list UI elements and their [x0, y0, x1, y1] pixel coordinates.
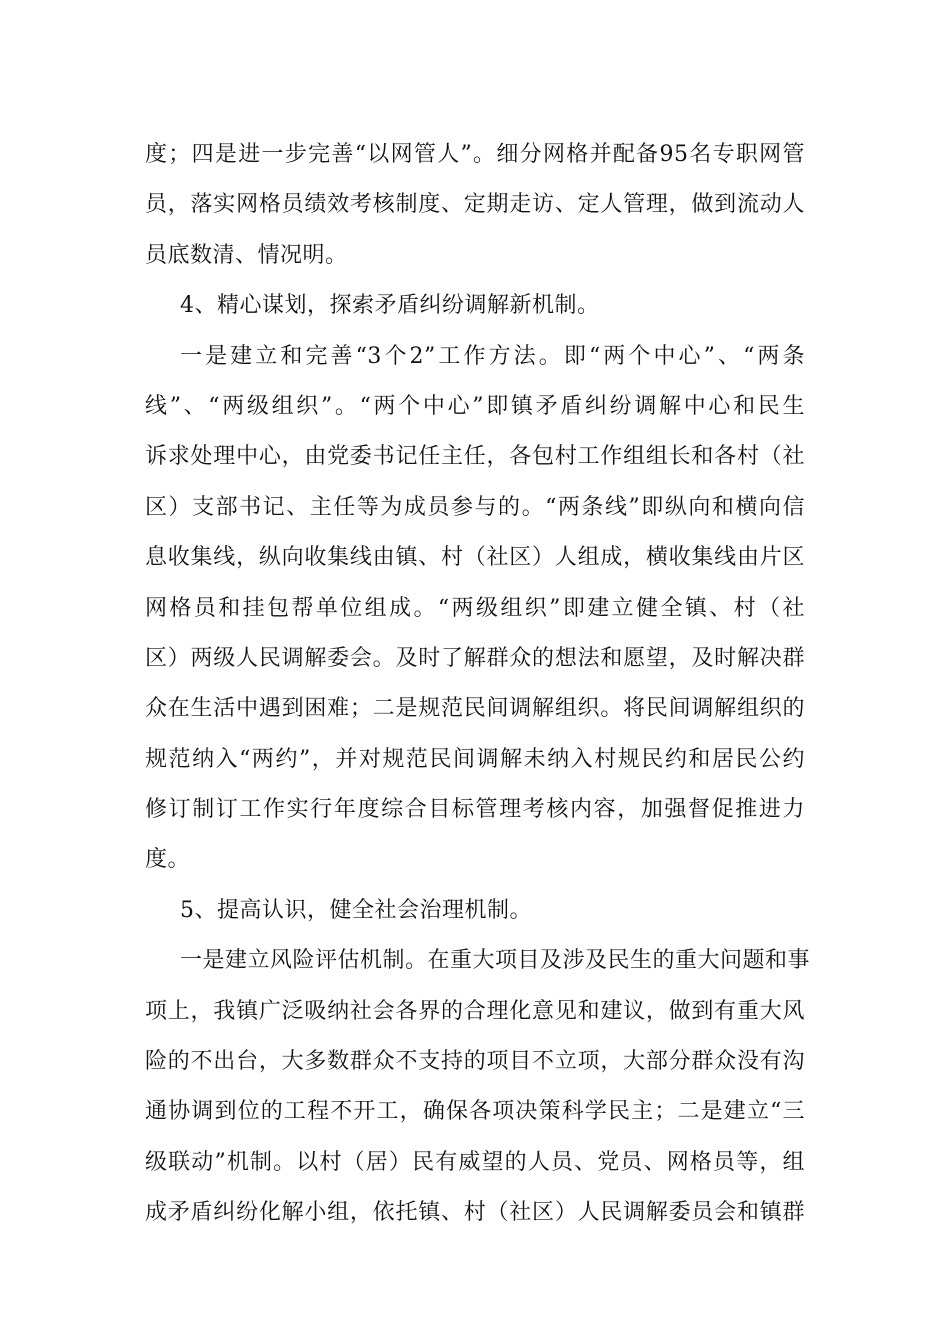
- text-line: 区）两级人民调解委会。及时了解群众的想法和愿望，及时解决群: [145, 645, 805, 671]
- text-line: 区）支部书记、主任等为成员参与的。“两条线”即纵向和横向信: [145, 494, 805, 520]
- text-line: 规范纳入“两约”，并对规范民间调解未纳入村规民约和居民公约: [145, 746, 805, 772]
- text-line: 度。: [145, 847, 191, 873]
- text-line: 众在生活中遇到困难；二是规范民间调解组织。将民间调解组织的: [145, 696, 805, 722]
- text-line: 项上，我镇广泛吸纳社会各界的合理化意见和建议，做到有重大风: [145, 998, 805, 1024]
- paragraph-mediation-mechanism: [145, 332, 805, 886]
- text-line: 一是建立和完善“3个2”工作方法。即“两个中心”、“两条: [180, 343, 805, 369]
- text-line: 度；四是进一步完善“以网管人”。细分网格并配备95名专职网管: [145, 142, 805, 167]
- text-line: 级联动”机制。以村（居）民有威望的人员、党员、网格员等，组: [145, 1149, 805, 1175]
- section-heading-5: [145, 886, 805, 936]
- document-body: [145, 130, 811, 1239]
- text-line: 成矛盾纠纷化解小组，依托镇、村（社区）人民调解委员会和镇群: [145, 1200, 805, 1226]
- text-line: 线”、“两级组织”。“两个中心”即镇矛盾纠纷调解中心和民生: [145, 393, 805, 419]
- heading-line: 4、精心谋划，探索矛盾纠纷调解新机制。: [180, 293, 600, 319]
- section-heading-4: [145, 281, 805, 331]
- paragraph-governance-mechanism: [145, 936, 811, 1238]
- text-line: 诉求处理中心，由党委书记任主任，各包村工作组组长和各村（社: [145, 444, 805, 470]
- text-line: 险的不出台，大多数群众不支持的项目不立项，大部分群众没有沟: [145, 1049, 805, 1075]
- text-line: 员底数清、情况明。: [145, 242, 348, 268]
- text-line: 一是建立风险评估机制。在重大项目及涉及民生的重大问题和事: [180, 948, 811, 974]
- text-line: 息收集线，纵向收集线由镇、村（社区）人组成，横收集线由片区: [145, 545, 805, 571]
- text-line: 修订制订工作实行年度综合目标管理考核内容，加强督促推进力: [145, 797, 805, 823]
- text-line: 网格员和挂包帮单位组成。“两级组织”即建立健全镇、村（社: [145, 595, 805, 621]
- text-line: 员，落实网格员绩效考核制度、定期走访、定人管理，做到流动人: [145, 192, 805, 218]
- heading-line: 5、提高认识，健全社会治理机制。: [180, 897, 532, 923]
- paragraph-continuation: [145, 130, 805, 281]
- text-line: 通协调到位的工程不开工，确保各项决策科学民主；二是建立“三: [145, 1099, 805, 1125]
